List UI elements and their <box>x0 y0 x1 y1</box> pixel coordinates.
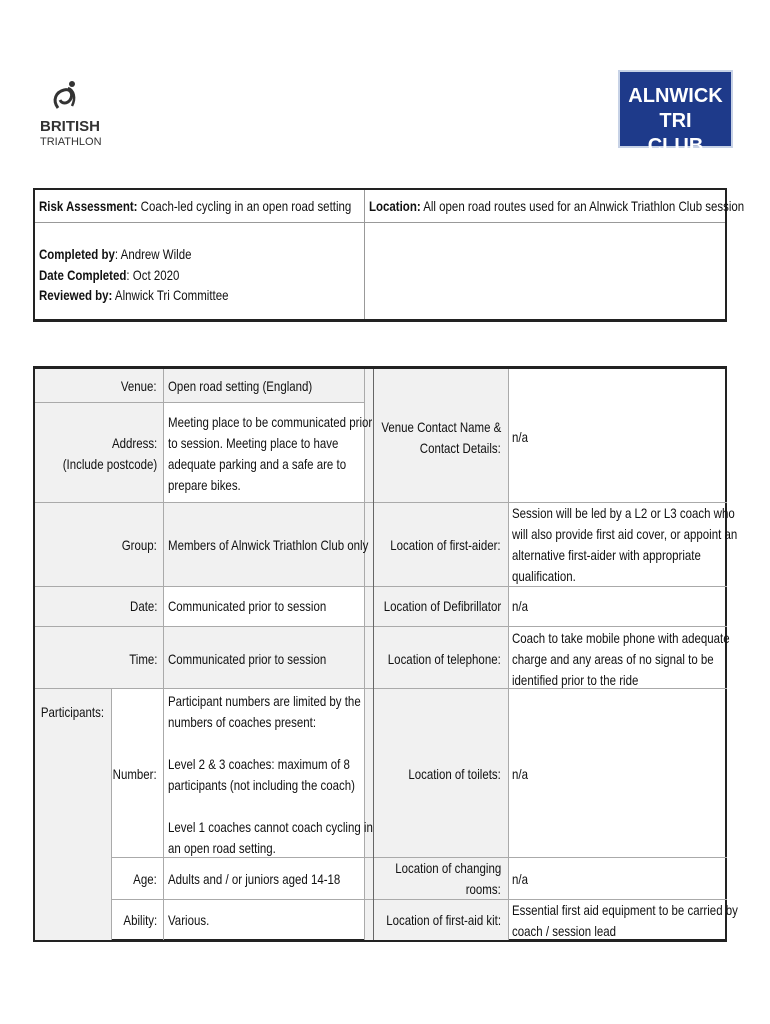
date-completed-label: Date Completed <box>39 266 127 283</box>
location-label: Location: <box>369 198 421 214</box>
venue-value: Open road setting (England) <box>168 378 313 394</box>
first-aid-kit-label: Location of first-aid kit: <box>386 912 501 928</box>
venue-contact-label: Venue Contact Name & Contact Details: <box>381 419 501 456</box>
telephone-label: Location of telephone: <box>388 651 501 667</box>
defibrillator-label: Location of Defibrillator <box>383 598 501 614</box>
address-value: Meeting place to be communicated prior to session. Meeting place to have adequate parking and a safe are to prepare bikes. <box>168 414 373 493</box>
ability-value: Various. <box>168 912 210 928</box>
club-logo-line2: CLUB <box>647 135 704 157</box>
number-value: Participant numbers are limited by the numbers of coaches present: Level 2 & 3 coaches: maximum of 8 participants (not including the coach) Level 1 coaches cannot coach cycling in an open road setting. <box>168 693 373 856</box>
address-label: Address: <box>111 435 157 451</box>
group-label: Group: <box>121 537 157 553</box>
assessment-header-box <box>33 188 745 322</box>
time-label: Time: <box>128 651 157 667</box>
ability-label: Ability: <box>123 912 157 928</box>
participants-label: Participants: <box>40 704 104 720</box>
address-postcode-hint: (Include postcode) <box>62 456 157 472</box>
date-completed-value: : Oct 2020 <box>126 266 180 283</box>
date-label: Date: <box>129 598 157 614</box>
telephone-value: Coach to take mobile phone with adequate charge and any areas of no signal to be identified prior to the ride <box>512 630 730 688</box>
logo-text-triathlon: TRIATHLON <box>40 136 102 148</box>
risk-assessment-value: Coach-led cycling in an open road setting <box>137 198 352 214</box>
number-label: Number: <box>112 766 157 782</box>
alnwick-tri-club-logo <box>618 70 733 157</box>
group-value: Members of Alnwick Triathlon Club only <box>168 537 369 553</box>
age-label: Age: <box>133 871 157 887</box>
first-aid-kit-value: Essential first aid equipment to be carried by coach / session lead <box>512 902 738 939</box>
risk-assessment-label: Risk Assessment: <box>39 198 138 214</box>
risk-assessment-field <box>39 198 420 214</box>
session-details-table <box>33 366 738 942</box>
venue-contact-value: n/a <box>512 429 528 445</box>
completed-by-label: Completed by <box>39 246 115 262</box>
changing-rooms-value: n/a <box>512 871 528 887</box>
club-logo-line1: ALNWICK TRI <box>628 85 723 132</box>
date-value: Communicated prior to session <box>168 598 327 614</box>
reviewed-by-value: Alnwick Tri Committee <box>112 287 229 303</box>
completion-details <box>39 244 270 306</box>
first-aider-label: Location of first-aider: <box>390 537 501 553</box>
reviewed-by-label: Reviewed by: <box>39 287 113 303</box>
age-value: Adults and / or juniors aged 14-18 <box>168 871 341 887</box>
logo-text-british: BRITISH <box>40 118 100 135</box>
british-triathlon-logo <box>36 78 102 158</box>
location-value: All open road routes used for an Alnwick Triathlon Club session <box>420 198 745 214</box>
time-value: Communicated prior to session <box>168 651 327 667</box>
toilets-label: Location of toilets: <box>408 766 501 782</box>
triathlete-icon <box>50 78 80 114</box>
first-aider-value: Session will be led by a L2 or L3 coach who will also provide first aid cover, or appoint an alternative first-aider with appropriate qualification. <box>512 505 738 584</box>
venue-label: Venue: <box>121 378 157 394</box>
toilets-value: n/a <box>512 766 528 782</box>
completed-by-value: : Andrew Wilde <box>114 246 192 262</box>
defibrillator-value: n/a <box>512 598 528 614</box>
changing-rooms-label: Location of changing rooms: <box>395 860 501 897</box>
location-field <box>369 198 770 214</box>
